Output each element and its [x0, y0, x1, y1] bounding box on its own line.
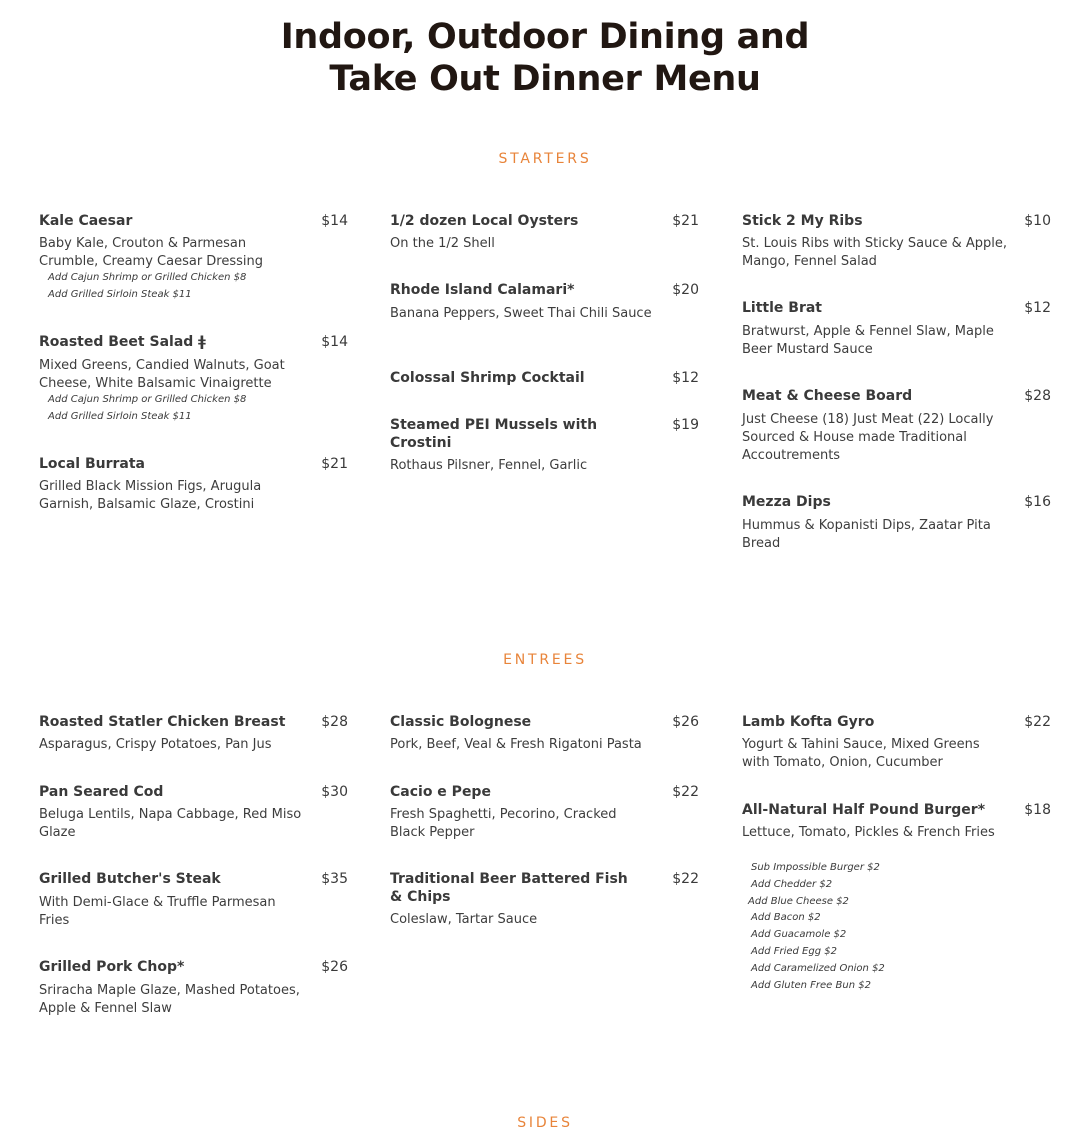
item-name: Colossal Shrimp Cocktail [390, 370, 585, 386]
addon: Add Bacon $2 [751, 912, 821, 924]
item-name: 1/2 dozen Local Oysters [390, 213, 579, 229]
item-name: Cacio e Pepe [390, 784, 491, 800]
menu-title [0, 16, 1090, 100]
item-price: $14 [321, 213, 348, 229]
item-price: $19 [672, 417, 699, 433]
item-price: $22 [1024, 714, 1051, 730]
item-name: Steamed PEI Mussels with Crostini [390, 417, 598, 451]
item-price: $28 [1024, 388, 1051, 404]
item-name: Kale Caesar [39, 213, 133, 229]
item-description: Hummus & Kopanisti Dips, Zaatar Pita Bread [742, 518, 991, 551]
item-price: $21 [672, 213, 699, 229]
item-description: Coleslaw, Tartar Sauce [390, 912, 538, 927]
item-name: Roasted Beet Salad ǂ [39, 334, 206, 350]
item-name: Grilled Butcher's Steak [39, 871, 221, 887]
item-description: Grilled Black Mission Figs, Arugula Garnish, Balsamic Glaze, Crostini [39, 479, 262, 512]
item-description: Asparagus, Crispy Potatoes, Pan Jus [39, 737, 272, 752]
item-price: $28 [321, 714, 348, 730]
item-price: $16 [1024, 494, 1051, 510]
menu-title-line-2: Take Out Dinner Menu [329, 59, 761, 99]
addon: Add Blue Cheese $2 [748, 895, 849, 907]
addon: Add Cajun Shrimp or Grilled Chicken $8 [48, 394, 247, 405]
item-name: Meat & Cheese Board [742, 388, 913, 404]
item-name: Classic Bolognese [390, 714, 532, 730]
item-addons [742, 860, 1042, 994]
item-description: Mixed Greens, Candied Walnuts, Goat Cheese, White Balsamic Vinaigrette [39, 358, 285, 391]
item-description: Rothaus Pilsner, Fennel, Garlic [390, 458, 588, 473]
item-description: Baby Kale, Crouton & Parmesan Crumble, Creamy Caesar Dressing [39, 236, 264, 269]
item-description: With Demi-Glace & Truffle Parmesan Fries [39, 895, 276, 928]
item-name: Grilled Pork Chop* [39, 959, 185, 975]
item-name: Little Brat [742, 300, 822, 316]
item-price: $18 [1024, 802, 1051, 818]
item-price: $20 [672, 282, 699, 298]
item-name: Traditional Beer Battered Fish & Chips [390, 871, 628, 905]
item-price: $21 [321, 456, 348, 472]
item-description: On the 1/2 Shell [390, 236, 495, 251]
item-name: Rhode Island Calamari* [390, 282, 575, 298]
item-description: Pork, Beef, Veal & Fresh Rigatoni Pasta [390, 737, 642, 752]
item-price: $26 [321, 959, 348, 975]
addon: Add Caramelized Onion $2 [751, 962, 885, 974]
item-name: All-Natural Half Pound Burger* [742, 802, 986, 818]
addon: Add Chedder $2 [751, 878, 833, 890]
item-price: $14 [321, 334, 348, 350]
item-description: Beluga Lentils, Napa Cabbage, Red Miso Glaze [39, 807, 302, 840]
item-description: Banana Peppers, Sweet Thai Chili Sauce [390, 306, 652, 321]
item-name: Roasted Statler Chicken Breast [39, 714, 286, 730]
item-price: $35 [321, 871, 348, 887]
item-price: $22 [672, 784, 699, 800]
item-price: $30 [321, 784, 348, 800]
item-description: Just Cheese (18) Just Meat (22) Locally Sourced & House made Traditional Accoutrements [742, 412, 994, 463]
item-name: Local Burrata [39, 456, 145, 472]
item-name: Stick 2 My Ribs [742, 213, 863, 229]
addon: Add Grilled Sirloin Steak $11 [48, 288, 192, 300]
menu-title-line-1: Indoor, Outdoor Dining and [280, 17, 810, 57]
item-description: St. Louis Ribs with Sticky Sauce & Apple, Mango, Fennel Salad [742, 236, 1007, 269]
item-addons [39, 392, 339, 426]
item-price: $12 [672, 370, 699, 386]
starters-heading: STARTERS [498, 151, 592, 167]
item-description: Lettuce, Tomato, Pickles & French Fries [742, 825, 995, 840]
item-price: $26 [672, 714, 699, 730]
item-addons [39, 270, 339, 304]
item-description: Bratwurst, Apple & Fennel Slaw, Maple Beer Mustard Sauce [742, 324, 994, 357]
item-price: $12 [1024, 300, 1051, 316]
addon: Add Grilled Sirloin Steak $11 [48, 410, 192, 422]
item-price: $10 [1024, 213, 1051, 229]
addon: Add Guacamole $2 [751, 929, 847, 941]
item-description: Sriracha Maple Glaze, Mashed Potatoes, Apple & Fennel Slaw [39, 983, 300, 1016]
sides-heading: SIDES [517, 1115, 573, 1127]
addon: Add Cajun Shrimp or Grilled Chicken $8 [48, 272, 247, 283]
item-description: Yogurt & Tahini Sauce, Mixed Greens with Tomato, Onion, Cucumber [742, 737, 980, 770]
item-description: Fresh Spaghetti, Pecorino, Cracked Black Pepper [390, 807, 617, 840]
entrees-heading: ENTREES [503, 652, 587, 668]
addon: Add Fried Egg $2 [751, 945, 837, 957]
item-name: Lamb Kofta Gyro [742, 714, 875, 730]
addon: Add Gluten Free Bun $2 [751, 979, 871, 991]
addon: Sub Impossible Burger $2 [751, 862, 880, 873]
item-name: Mezza Dips [742, 494, 831, 510]
item-price: $22 [672, 871, 699, 887]
item-name: Pan Seared Cod [39, 784, 164, 800]
